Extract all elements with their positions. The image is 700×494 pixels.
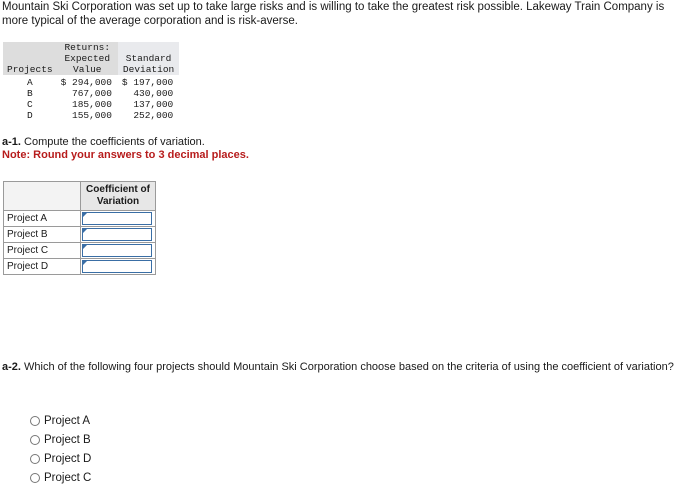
project-cell: D bbox=[26, 110, 33, 121]
answer-cell bbox=[81, 211, 156, 227]
table-row bbox=[3, 110, 179, 121]
answer-row-label: Project C bbox=[4, 243, 81, 259]
choice-project-d[interactable] bbox=[30, 449, 91, 468]
cov-input-project-b[interactable] bbox=[82, 228, 152, 241]
question-a1 bbox=[2, 136, 205, 149]
expected-value-cell: 155,000 bbox=[72, 110, 112, 121]
standard-deviation-cell: 137,000 bbox=[133, 99, 174, 110]
header-expected-value bbox=[57, 42, 118, 75]
answer-choices bbox=[30, 411, 91, 487]
answer-table bbox=[3, 181, 156, 275]
answer-row bbox=[4, 227, 156, 243]
answer-cell bbox=[81, 227, 156, 243]
answer-row bbox=[4, 243, 156, 259]
answer-row-label: Project B bbox=[4, 227, 81, 243]
choice-label: Project D bbox=[44, 452, 92, 465]
question-a2-label: a-2. bbox=[2, 361, 21, 373]
standard-deviation-cell: 430,000 bbox=[133, 88, 174, 99]
answer-row-label: Project D bbox=[4, 259, 81, 275]
answer-row-label: Project A bbox=[4, 211, 81, 227]
expected-value-cell: 185,000 bbox=[72, 99, 112, 110]
choice-label: Project B bbox=[44, 433, 91, 446]
expected-value-cell: 767,000 bbox=[72, 88, 112, 99]
question-a1-text: Compute the coefficients of variation. bbox=[24, 136, 205, 148]
answer-table-corner bbox=[4, 182, 81, 211]
standard-deviation-cell: 252,000 bbox=[133, 110, 174, 121]
table-row bbox=[3, 75, 179, 88]
cell-marker-icon bbox=[83, 261, 87, 265]
table-row bbox=[3, 88, 179, 99]
expected-value-cell: $ 294,000 bbox=[60, 77, 112, 88]
question-intro: Mountain Ski Corporation was set up to take large risks and is willing to take the greatest risk possible. Lakeway Train Company is more typical of the average corporation and is risk-averse. bbox=[2, 1, 665, 27]
question-a2-text: Which of the following four projects should Mountain Ski Corporation choose based on the criteria of using the coefficient of variation? bbox=[24, 361, 674, 373]
project-data-table bbox=[3, 42, 179, 121]
project-cell: C bbox=[26, 99, 33, 110]
choice-project-c[interactable] bbox=[30, 468, 91, 487]
header-expected-value-text: Returns: Expected Value bbox=[64, 42, 111, 75]
project-cell: A bbox=[26, 77, 33, 88]
question-a2 bbox=[2, 361, 692, 374]
choice-label: Project C bbox=[44, 471, 92, 484]
answer-cell bbox=[81, 243, 156, 259]
answer-row bbox=[4, 211, 156, 227]
question-a1-label: a-1. bbox=[2, 136, 21, 148]
choice-project-a[interactable] bbox=[30, 411, 91, 430]
answer-row bbox=[4, 259, 156, 275]
header-standard-deviation-text: Standard Deviation bbox=[122, 53, 175, 75]
radio-button-icon[interactable] bbox=[30, 435, 40, 445]
cell-marker-icon bbox=[83, 213, 87, 217]
cell-marker-icon bbox=[83, 245, 87, 249]
standard-deviation-cell: $ 197,000 bbox=[121, 77, 174, 88]
choice-label: Project A bbox=[44, 414, 91, 427]
answer-cell bbox=[81, 259, 156, 275]
table-row bbox=[3, 99, 179, 110]
header-projects: Projects bbox=[3, 42, 57, 75]
radio-button-icon[interactable] bbox=[30, 416, 40, 426]
choice-project-b[interactable] bbox=[30, 430, 91, 449]
header-coefficient-of-variation: Coefficient of Variation bbox=[81, 182, 156, 211]
radio-button-icon[interactable] bbox=[30, 473, 40, 483]
radio-button-icon[interactable] bbox=[30, 454, 40, 464]
project-cell: B bbox=[26, 88, 33, 99]
rounding-note: Note: Round your answers to 3 decimal places. bbox=[2, 149, 249, 161]
cov-input-project-a[interactable] bbox=[82, 212, 152, 225]
cov-input-project-c[interactable] bbox=[82, 244, 152, 257]
cell-marker-icon bbox=[83, 229, 87, 233]
cov-input-project-d[interactable] bbox=[82, 260, 152, 273]
header-standard-deviation bbox=[118, 42, 179, 75]
